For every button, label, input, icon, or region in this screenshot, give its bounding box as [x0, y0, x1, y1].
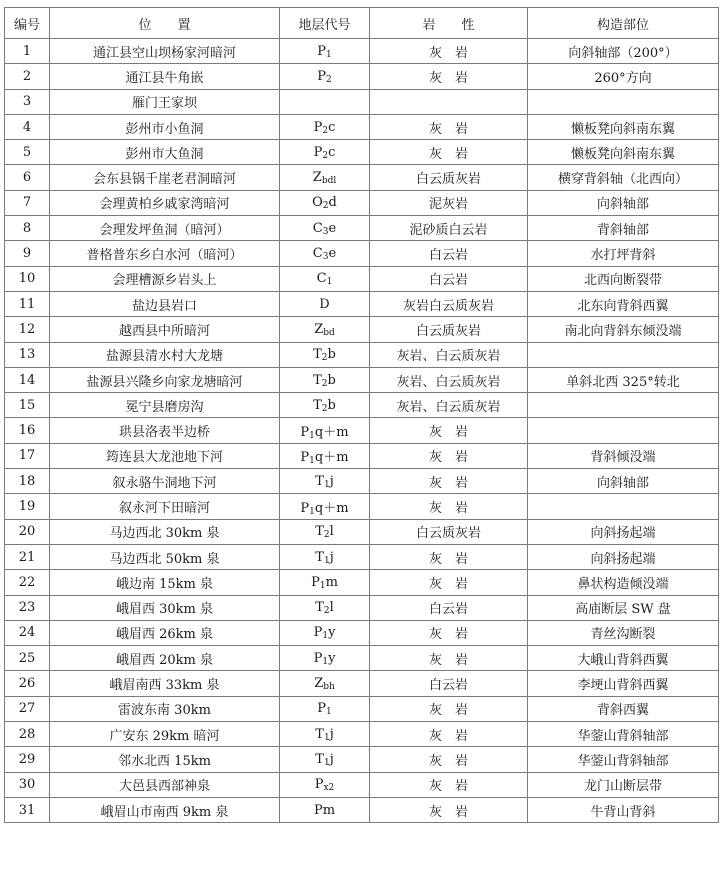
stratum-code-suffix: b — [327, 347, 336, 363]
cell-location: 通江县空山坝杨家河暗河 — [50, 39, 280, 64]
table-row — [5, 620, 719, 645]
cell-stratum-code — [280, 797, 370, 822]
cell-stratum-code — [280, 696, 370, 721]
stratum-code-main: O — [312, 195, 323, 211]
stratum-code-main: T — [313, 372, 322, 388]
stratum-code-subscript: 1 — [323, 732, 330, 743]
cell-location: 大邑县西部神泉 — [50, 772, 280, 797]
header-lithology: 岩 性 — [370, 8, 528, 39]
stratum-code-subscript: 2 — [321, 353, 328, 364]
cell-lithology: 灰 岩 — [370, 797, 528, 822]
cell-structure — [528, 418, 719, 443]
table-row — [5, 64, 719, 89]
cell-location: 峨边南 15km 泉 — [50, 570, 280, 595]
cell-location: 峨眉西 20km 泉 — [50, 646, 280, 671]
stratum-code-main: C — [312, 246, 323, 262]
cell-structure: 青丝沟断裂 — [528, 620, 719, 645]
table-row — [5, 190, 719, 215]
stratum-code-main: D — [319, 296, 330, 312]
stratum-code-main: Z — [314, 676, 324, 692]
header-location: 位 置 — [50, 8, 280, 39]
stratum-code-suffix: q＋m — [314, 450, 349, 466]
cell-location: 普格普东乡白水河（暗河） — [50, 241, 280, 266]
header-stratum-code: 地层代号 — [280, 8, 370, 39]
cell-number: 12 — [5, 317, 50, 342]
cell-location: 峨眉山市南西 9km 泉 — [50, 797, 280, 822]
stratum-code-main: P — [311, 574, 320, 590]
cell-structure: 背斜轴部 — [528, 216, 719, 241]
cell-number: 17 — [5, 443, 50, 468]
stratum-code-suffix: d — [328, 195, 337, 211]
cell-structure: 背斜西翼 — [528, 696, 719, 721]
cell-structure: 鼻状构造倾没端 — [528, 570, 719, 595]
cell-structure: 向斜轴部 — [528, 469, 719, 494]
cell-number: 6 — [5, 165, 50, 190]
cell-location: 冕宁县磨房沟 — [50, 393, 280, 418]
table-row — [5, 89, 719, 114]
cell-structure: 260°方向 — [528, 64, 719, 89]
cell-number: 14 — [5, 367, 50, 392]
stratum-code-main: P — [300, 450, 310, 466]
stratum-code-suffix: c — [328, 144, 336, 160]
stratum-code-subscript: bh — [323, 682, 335, 693]
cell-number: 27 — [5, 696, 50, 721]
table-row — [5, 443, 719, 468]
cell-lithology: 白云质灰岩 — [370, 165, 528, 190]
table-row — [5, 797, 719, 822]
stratum-code-subscript: bdl — [321, 176, 337, 187]
stratum-code-subscript: 2 — [321, 403, 328, 414]
cell-stratum-code — [280, 241, 370, 266]
cell-structure: 北东向背斜西翼 — [528, 291, 719, 316]
stratum-code-suffix: l — [329, 524, 334, 540]
stratum-code-main: Z — [314, 321, 324, 337]
cell-lithology: 灰 岩 — [370, 418, 528, 443]
stratum-code-suffix: y — [328, 625, 336, 641]
stratum-code-main: P — [314, 777, 324, 793]
stratum-code-main: T — [315, 726, 324, 742]
cell-lithology: 灰岩、白云质灰岩 — [370, 342, 528, 367]
cell-lithology: 灰 岩 — [370, 646, 528, 671]
cell-stratum-code — [280, 114, 370, 139]
cell-stratum-code — [280, 544, 370, 569]
cell-structure — [528, 494, 719, 519]
table-row — [5, 747, 719, 772]
table-row — [5, 114, 719, 139]
stratum-code-suffix: j — [329, 549, 334, 565]
table-row — [5, 342, 719, 367]
stratum-code-subscript: 3 — [322, 226, 329, 237]
cell-lithology: 灰 岩 — [370, 469, 528, 494]
cell-stratum-code — [280, 722, 370, 747]
cell-number: 20 — [5, 519, 50, 544]
cell-structure: 大峨山背斜西翼 — [528, 646, 719, 671]
stratum-code-main: P — [317, 68, 326, 84]
stratum-code-subscript: 2 — [322, 201, 329, 212]
table-row — [5, 494, 719, 519]
cell-stratum-code — [280, 494, 370, 519]
cell-location: 会理黄柏乡戚家湾暗河 — [50, 190, 280, 215]
cell-lithology: 白云岩 — [370, 595, 528, 620]
stratum-code-subscript: 2 — [323, 606, 330, 617]
table-row — [5, 469, 719, 494]
cell-location: 盐边县岩口 — [50, 291, 280, 316]
stratum-code-main: P — [313, 144, 323, 160]
stratum-code-main: P — [313, 119, 323, 135]
stratum-code-main: T — [315, 524, 324, 540]
cell-number: 18 — [5, 469, 50, 494]
cell-stratum-code — [280, 140, 370, 165]
stratum-code-subscript: 1 — [319, 580, 326, 591]
cell-location: 马边西北 50km 泉 — [50, 544, 280, 569]
stratum-code-main: P — [317, 701, 326, 717]
table-body — [5, 39, 719, 823]
cell-stratum-code — [280, 570, 370, 595]
karst-spring-table — [4, 7, 719, 823]
cell-number: 11 — [5, 291, 50, 316]
cell-structure: 李埂山背斜西翼 — [528, 671, 719, 696]
cell-stratum-code — [280, 747, 370, 772]
table-row — [5, 39, 719, 64]
stratum-code-suffix: j — [329, 726, 334, 742]
cell-number: 2 — [5, 64, 50, 89]
cell-stratum-code — [280, 393, 370, 418]
cell-location: 通江县牛角嵌 — [50, 64, 280, 89]
stratum-code-main: P — [313, 650, 323, 666]
cell-number: 28 — [5, 722, 50, 747]
cell-lithology: 灰 岩 — [370, 696, 528, 721]
cell-number: 8 — [5, 216, 50, 241]
cell-number: 30 — [5, 772, 50, 797]
cell-structure: 龙门山断层带 — [528, 772, 719, 797]
cell-stratum-code — [280, 595, 370, 620]
cell-number: 15 — [5, 393, 50, 418]
stratum-code-subscript: 1 — [326, 49, 332, 60]
cell-structure: 牛背山背斜 — [528, 797, 719, 822]
cell-structure: 向斜轴部 — [528, 190, 719, 215]
stratum-code-main: Z — [312, 170, 322, 186]
cell-lithology: 灰 岩 — [370, 570, 528, 595]
cell-stratum-code — [280, 317, 370, 342]
stratum-code-subscript: 1 — [323, 555, 330, 566]
cell-location: 雁门王家坝 — [50, 89, 280, 114]
cell-lithology: 泥灰岩 — [370, 190, 528, 215]
table-row — [5, 165, 719, 190]
cell-lithology: 白云岩 — [370, 241, 528, 266]
cell-location: 马边西北 30km 泉 — [50, 519, 280, 544]
cell-lithology: 泥砂质白云岩 — [370, 216, 528, 241]
cell-structure: 向斜扬起端 — [528, 519, 719, 544]
cell-number: 13 — [5, 342, 50, 367]
stratum-code-main: P — [317, 43, 326, 59]
stratum-code-subscript: 2 — [321, 378, 328, 389]
cell-location: 会理槽源乡岩头上 — [50, 266, 280, 291]
stratum-code-main: T — [313, 347, 322, 363]
cell-lithology: 灰岩、白云质灰岩 — [370, 393, 528, 418]
table-row — [5, 266, 719, 291]
cell-structure — [528, 89, 719, 114]
cell-number: 3 — [5, 89, 50, 114]
stratum-code-subscript: 1 — [323, 757, 330, 768]
cell-structure: 高庙断层 SW 盘 — [528, 595, 719, 620]
cell-structure: 南北向背斜东倾没端 — [528, 317, 719, 342]
stratum-code-subscript: 3 — [322, 252, 329, 263]
table-row — [5, 671, 719, 696]
cell-lithology: 灰 岩 — [370, 140, 528, 165]
cell-stratum-code — [280, 367, 370, 392]
cell-stratum-code — [280, 469, 370, 494]
cell-stratum-code — [280, 671, 370, 696]
table-row — [5, 418, 719, 443]
cell-structure: 北西向断裂带 — [528, 266, 719, 291]
cell-structure: 向斜扬起端 — [528, 544, 719, 569]
cell-stratum-code — [280, 266, 370, 291]
cell-number: 29 — [5, 747, 50, 772]
cell-structure: 华蓥山背斜轴部 — [528, 747, 719, 772]
cell-number: 23 — [5, 595, 50, 620]
stratum-code-subscript: 1 — [309, 456, 315, 467]
cell-number: 24 — [5, 620, 50, 645]
cell-location: 叙永骆牛洞地下河 — [50, 469, 280, 494]
cell-location: 会东县锅千崖老君洞暗河 — [50, 165, 280, 190]
cell-structure: 横穿背斜轴（北西向） — [528, 165, 719, 190]
cell-number: 4 — [5, 114, 50, 139]
cell-lithology: 灰 岩 — [370, 114, 528, 139]
table-row — [5, 216, 719, 241]
cell-location: 越西县中所暗河 — [50, 317, 280, 342]
stratum-code-suffix: c — [328, 119, 336, 135]
cell-stratum-code — [280, 443, 370, 468]
stratum-code-suffix: b — [327, 397, 336, 413]
cell-lithology: 灰 岩 — [370, 39, 528, 64]
cell-stratum-code — [280, 772, 370, 797]
cell-location: 邻水北西 15km — [50, 747, 280, 772]
cell-stratum-code — [280, 646, 370, 671]
cell-lithology: 灰 岩 — [370, 494, 528, 519]
cell-number: 19 — [5, 494, 50, 519]
stratum-code-main: C — [312, 220, 323, 236]
table-row — [5, 646, 719, 671]
stratum-code-suffix: q＋m — [314, 425, 349, 441]
stratum-code-main: T — [315, 751, 324, 767]
cell-structure: 背斜倾没端 — [528, 443, 719, 468]
cell-location: 峨眉西 26km 泉 — [50, 620, 280, 645]
cell-location: 广安东 29km 暗河 — [50, 722, 280, 747]
cell-number: 26 — [5, 671, 50, 696]
cell-number: 21 — [5, 544, 50, 569]
cell-structure: 水打坪背斜 — [528, 241, 719, 266]
cell-location: 会理发坪鱼洞（暗河） — [50, 216, 280, 241]
header-row — [5, 8, 719, 39]
cell-number: 1 — [5, 39, 50, 64]
cell-lithology: 灰 岩 — [370, 747, 528, 772]
table-row — [5, 570, 719, 595]
cell-lithology: 灰岩白云质灰岩 — [370, 291, 528, 316]
table-row — [5, 696, 719, 721]
cell-number: 10 — [5, 266, 50, 291]
stratum-code-subscript: 1 — [322, 631, 329, 642]
cell-lithology: 白云岩 — [370, 671, 528, 696]
cell-stratum-code — [280, 190, 370, 215]
table-row — [5, 595, 719, 620]
cell-structure: 华蓥山背斜轴部 — [528, 722, 719, 747]
table-row — [5, 241, 719, 266]
table-row — [5, 367, 719, 392]
stratum-code-main: P — [300, 425, 310, 441]
table-row — [5, 317, 719, 342]
cell-lithology — [370, 89, 528, 114]
cell-structure: 单斜北西 325°转北 — [528, 367, 719, 392]
stratum-code-subscript: 2 — [323, 530, 330, 541]
table-row — [5, 393, 719, 418]
stratum-code-suffix: j — [329, 751, 334, 767]
cell-stratum-code — [280, 418, 370, 443]
cell-number: 31 — [5, 797, 50, 822]
header-number: 编号 — [5, 8, 50, 39]
stratum-code-suffix: b — [327, 372, 336, 388]
cell-lithology: 灰 岩 — [370, 544, 528, 569]
cell-stratum-code — [280, 216, 370, 241]
cell-lithology: 灰 岩 — [370, 722, 528, 747]
stratum-code-main: Pm — [313, 802, 336, 818]
stratum-code-suffix: e — [328, 246, 337, 262]
stratum-code-main: C — [316, 271, 327, 287]
cell-stratum-code — [280, 89, 370, 114]
table-row — [5, 519, 719, 544]
stratum-code-subscript: 1 — [322, 656, 329, 667]
cell-location: 峨眉南西 33km 泉 — [50, 671, 280, 696]
stratum-code-main: P — [300, 500, 310, 516]
stratum-code-suffix: m — [325, 574, 338, 590]
cell-location: 峨眉西 30km 泉 — [50, 595, 280, 620]
stratum-code-main: T — [315, 600, 324, 616]
cell-stratum-code — [280, 342, 370, 367]
cell-location: 彭州市大鱼洞 — [50, 140, 280, 165]
cell-location: 盐源县兴隆乡向家龙塘暗河 — [50, 367, 280, 392]
cell-number: 5 — [5, 140, 50, 165]
stratum-code-main: P — [313, 625, 323, 641]
cell-location: 珙县洛表半边桥 — [50, 418, 280, 443]
stratum-code-suffix: j — [329, 473, 334, 489]
cell-stratum-code — [280, 39, 370, 64]
cell-number: 7 — [5, 190, 50, 215]
cell-lithology: 灰 岩 — [370, 772, 528, 797]
cell-structure: 懒板凳向斜南东翼 — [528, 140, 719, 165]
cell-number: 25 — [5, 646, 50, 671]
stratum-code-subscript: 1 — [323, 479, 330, 490]
table-row — [5, 544, 719, 569]
cell-location: 彭州市小鱼洞 — [50, 114, 280, 139]
stratum-code-suffix: q＋m — [314, 500, 349, 516]
cell-stratum-code — [280, 64, 370, 89]
stratum-code-suffix: y — [328, 650, 336, 666]
stratum-code-main: T — [315, 549, 324, 565]
cell-structure: 向斜轴部（200°） — [528, 39, 719, 64]
stratum-code-subscript: 2 — [326, 74, 332, 85]
stratum-code-subscript: 2 — [322, 125, 329, 136]
stratum-code-main: T — [313, 397, 322, 413]
stratum-code-subscript: 1 — [309, 506, 315, 517]
table-row — [5, 291, 719, 316]
table-row — [5, 772, 719, 797]
cell-lithology: 灰 岩 — [370, 443, 528, 468]
cell-location: 筠连县大龙池地下河 — [50, 443, 280, 468]
table-row — [5, 722, 719, 747]
cell-structure — [528, 342, 719, 367]
cell-lithology: 白云岩 — [370, 266, 528, 291]
cell-lithology: 白云质灰岩 — [370, 519, 528, 544]
stratum-code-suffix: e — [328, 220, 337, 236]
cell-stratum-code — [280, 291, 370, 316]
header-structure: 构造部位 — [528, 8, 719, 39]
cell-stratum-code — [280, 620, 370, 645]
cell-number: 22 — [5, 570, 50, 595]
cell-number: 9 — [5, 241, 50, 266]
cell-lithology: 灰 岩 — [370, 620, 528, 645]
cell-location: 叙永河下田暗河 — [50, 494, 280, 519]
stratum-code-subscript: 1 — [326, 707, 332, 718]
stratum-code-subscript: x2 — [323, 783, 335, 794]
stratum-code-suffix: l — [329, 600, 334, 616]
cell-stratum-code — [280, 165, 370, 190]
cell-location: 盐源县清水村大龙塘 — [50, 342, 280, 367]
cell-location: 雷波东南 30km — [50, 696, 280, 721]
stratum-code-main: T — [315, 473, 324, 489]
stratum-code-subscript: 2 — [322, 150, 329, 161]
stratum-code-subscript: bd — [323, 327, 335, 338]
table-row — [5, 140, 719, 165]
cell-number: 16 — [5, 418, 50, 443]
stratum-code-subscript: 1 — [309, 431, 315, 442]
cell-structure: 懒板凳向斜南东翼 — [528, 114, 719, 139]
stratum-code-subscript: 1 — [326, 277, 333, 288]
cell-lithology: 白云质灰岩 — [370, 317, 528, 342]
cell-lithology: 灰 岩 — [370, 64, 528, 89]
cell-stratum-code — [280, 519, 370, 544]
cell-structure — [528, 393, 719, 418]
cell-lithology: 灰岩、白云质灰岩 — [370, 367, 528, 392]
